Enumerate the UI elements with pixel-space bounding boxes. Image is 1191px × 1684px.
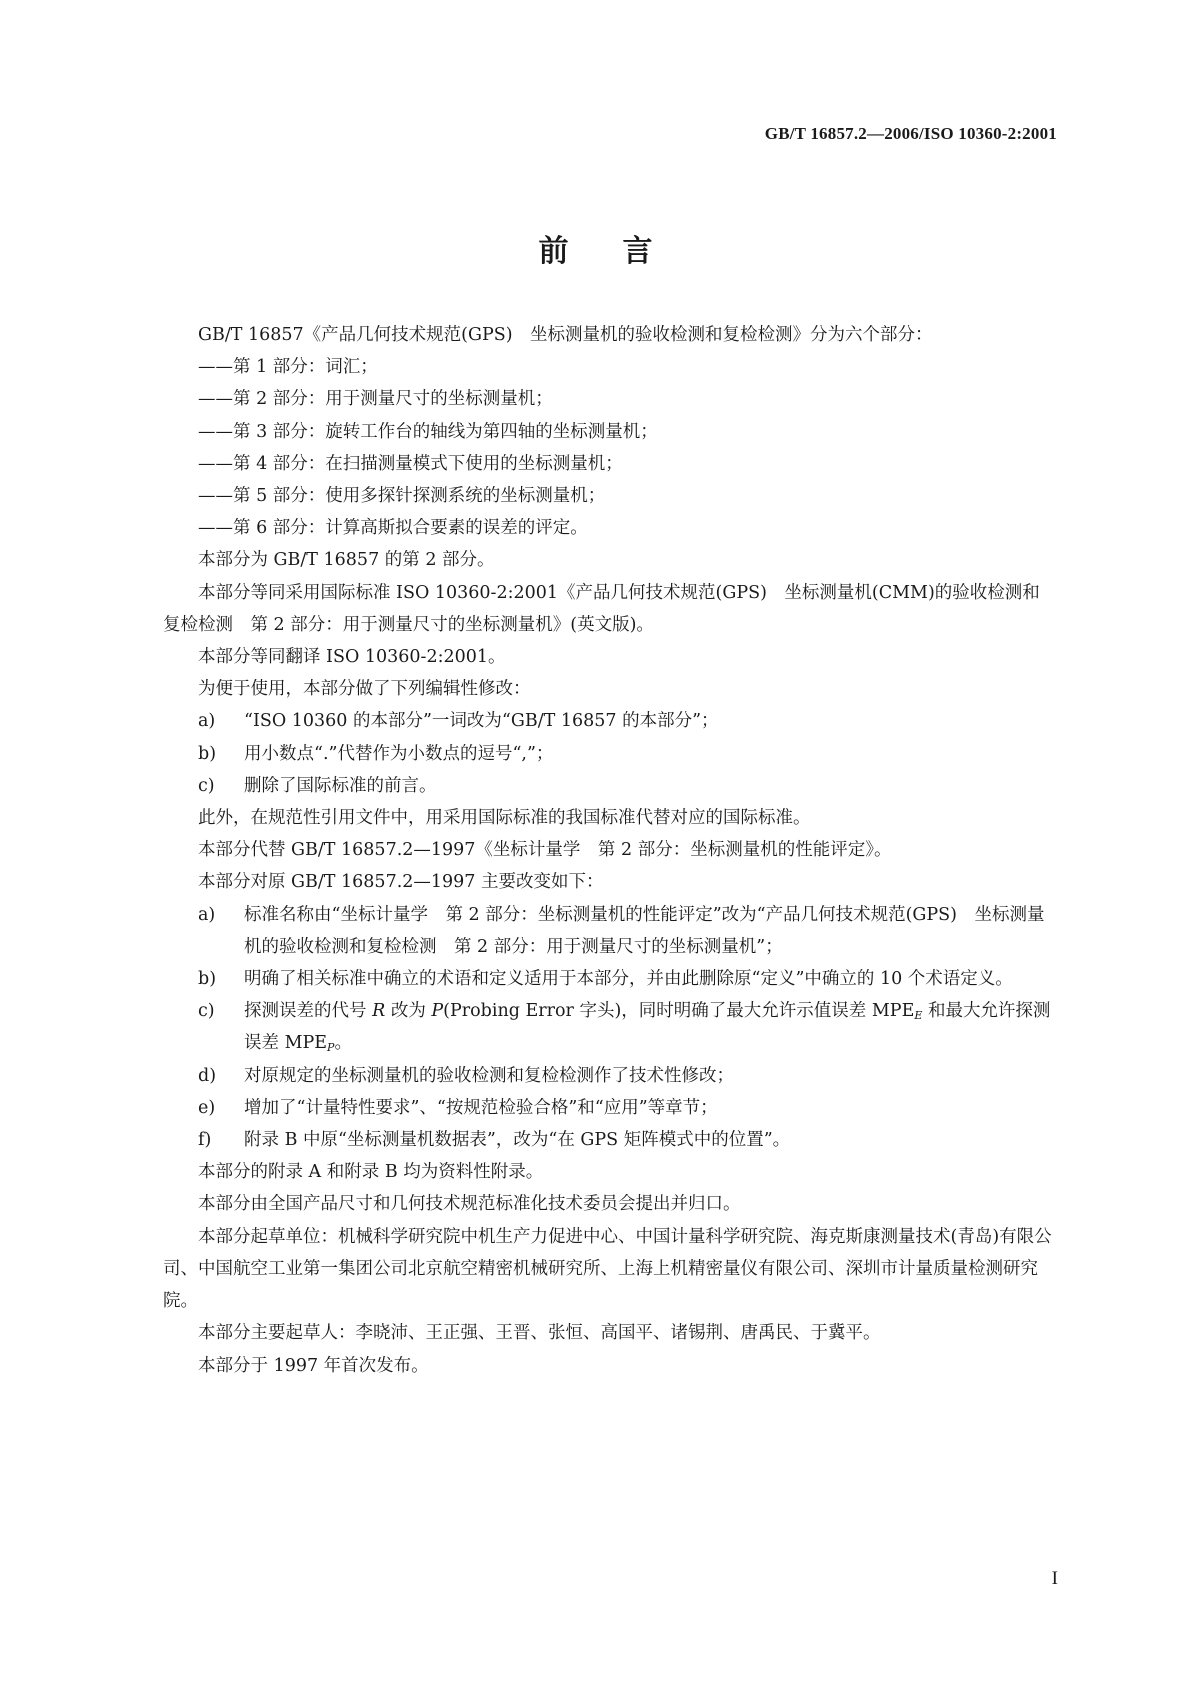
part-list-item: ——第 1 部分：词汇；	[198, 357, 378, 378]
change-item	[163, 1124, 1053, 1156]
change-item	[163, 1060, 1053, 1092]
edit-item-text: 用小数点“.”代替作为小数点的逗号“,”；	[244, 743, 554, 764]
change-item-text-part: 改为	[385, 1001, 432, 1022]
subscript-p: P	[327, 1041, 335, 1055]
change-item-text-part: (Probing Error 字头)，同时明确了最大允许示值误差 MPE	[443, 1001, 915, 1022]
edit-item	[163, 705, 1053, 737]
part-list-item: ——第 6 部分：计算高斯拟合要素的误差的评定。	[198, 518, 588, 539]
change-item-label: e)	[198, 1097, 216, 1118]
this-part-paragraph: 本部分为 GB/T 16857 的第 2 部分。	[198, 550, 495, 571]
standard-number: GB/T 16857.2—2006/ISO 10360-2:2001	[764, 124, 1057, 143]
annex-paragraph: 本部分的附录 A 和附录 B 均为资料性附录。	[198, 1162, 544, 1183]
change-item-text-part: 。	[334, 1033, 352, 1054]
first-issue-paragraph: 本部分于 1997 年首次发布。	[198, 1355, 429, 1376]
part-list-item: ——第 5 部分：使用多探针探测系统的坐标测量机；	[198, 486, 606, 507]
foreword-body	[163, 319, 1053, 1382]
change-item-text-part: 和最大允许探测误差 MPE	[244, 1001, 1051, 1054]
change-item-text: 明确了相关标准中确立的术语和定义适用于本部分，并由此删除原“定义”中确立的 10 个术语定义。	[244, 969, 1013, 990]
edit-item-text: “ISO 10360 的本部分”一词改为“GB/T 16857 的本部分”；	[244, 711, 719, 732]
edit-item	[163, 738, 1053, 770]
drafters-paragraph: 本部分主要起草人：李晓沛、王正强、王晋、张恒、高国平、诸锡荆、唐禹民、于冀平。	[198, 1323, 881, 1344]
title-char-2: 言	[622, 234, 653, 269]
change-item-label: c)	[198, 1001, 215, 1022]
edit-item	[163, 770, 1053, 802]
page-title	[0, 226, 1191, 270]
subscript-e: E	[914, 1009, 923, 1023]
part-list-item: ——第 3 部分：旋转工作台的轴线为第四轴的坐标测量机；	[198, 421, 658, 442]
change-item-text: 增加了“计量特性要求”、“按规范检验合格”和“应用”等章节；	[244, 1097, 718, 1118]
change-item-label: a)	[198, 904, 216, 925]
adoption-paragraph: 本部分等同采用国际标准 ISO 10360-2:2001《产品几何技术规范(GPS) 坐标测量机(CMM)的验收检测和复检检测 第 2 部分：用于测量尺寸的坐标测量机》(英文版)。	[163, 582, 1040, 635]
change-item-text-part: 探测误差的代号	[244, 1001, 373, 1022]
change-item	[163, 995, 1053, 1059]
title-char-1: 前	[538, 234, 569, 269]
change-item	[163, 963, 1053, 995]
change-item-label: b)	[198, 969, 217, 990]
edit-item-label: a)	[198, 711, 216, 732]
page-number: I	[1051, 1568, 1058, 1589]
change-item-label: d)	[198, 1065, 217, 1086]
edit-item-text: 删除了国际标准的前言。	[244, 775, 437, 796]
change-item-text: 标准名称由“坐标计量学 第 2 部分：坐标测量机的性能评定”改为“产品几何技术规范(GPS) 坐标测量机的验收检测和复检检测 第 2 部分：用于测量尺寸的坐标测量机”；	[244, 904, 1045, 957]
translation-paragraph: 本部分等同翻译 ISO 10360-2:2001。	[198, 647, 506, 668]
intro-paragraph: GB/T 16857《产品几何技术规范(GPS) 坐标测量机的验收检测和复检检测》分为六个部分：	[198, 325, 933, 345]
change-item	[163, 899, 1053, 963]
change-item-text: 对原规定的坐标测量机的验收检测和复检检测作了技术性修改；	[244, 1065, 734, 1086]
symbol-r: R	[372, 1001, 386, 1022]
part-list-item: ——第 4 部分：在扫描测量模式下使用的坐标测量机；	[198, 453, 623, 474]
change-item	[163, 1092, 1053, 1124]
symbol-p: P	[431, 1001, 444, 1022]
change-item-label: f)	[198, 1130, 212, 1151]
change-item-text: 附录 B 中原“坐标测量机数据表”，改为“在 GPS 矩阵模式中的位置”。	[244, 1130, 791, 1151]
changes-intro-paragraph: 本部分对原 GB/T 16857.2—1997 主要改变如下：	[198, 872, 604, 893]
edits-intro-paragraph: 为便于使用，本部分做了下列编辑性修改：	[198, 679, 531, 700]
part-list-item: ——第 2 部分：用于测量尺寸的坐标测量机；	[198, 389, 553, 410]
replacement-paragraph: 本部分代替 GB/T 16857.2—1997《坐标计量学 第 2 部分：坐标测量机的性能评定》。	[198, 840, 892, 861]
proposed-by-paragraph: 本部分由全国产品尺寸和几何技术规范标准化技术委员会提出并归口。	[198, 1194, 741, 1215]
edit-item-label: c)	[198, 775, 215, 796]
references-paragraph: 此外，在规范性引用文件中，用采用国际标准的我国标准代替对应的国际标准。	[198, 808, 811, 829]
drafting-units-paragraph: 本部分起草单位：机械科学研究院中机生产力促进中心、中国计量科学研究院、海克斯康测量技术(青岛)有限公司、中国航空工业第一集团公司北京航空精密机械研究所、上海上机精密量仪有限公司、深圳市计量质量检测研究院。	[163, 1226, 1052, 1312]
edit-item-label: b)	[198, 743, 217, 764]
